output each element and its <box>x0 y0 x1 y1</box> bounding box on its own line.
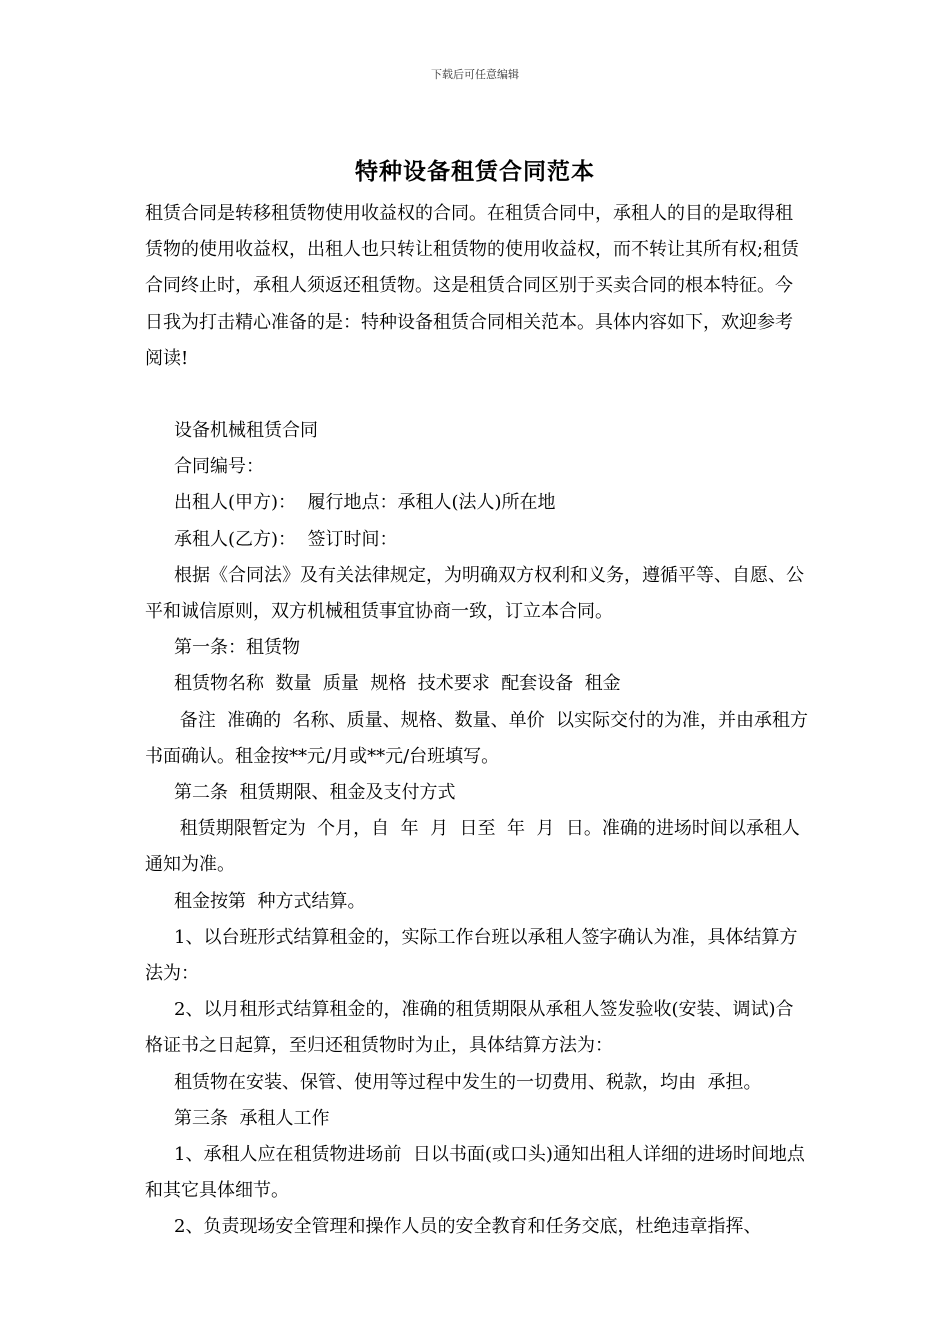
article2-costs: 租赁物在安装、保管、使用等过程中发生的一切费用、税款，均由 承担。 <box>174 1071 762 1093</box>
article2-term: 租赁期限暂定为 个月，自 年 月 日至 年 月 日。准确的进场时间以承租人通知为准。 <box>145 818 800 876</box>
intro-paragraph: 租赁合同是转移租赁物使用收益权的合同。在租赁合同中，承租人的目的是取得租赁物的使用收益权，出租人也只转让租赁物的使用收益权，而不转让其所有权;租赁合同终止时，承租人须返还租赁物。这是租赁合同区别于买卖合同的根本特征。今日我为打击精心准备的是：特种设备租赁合同相关范本。具体内容如下，欢迎参考阅读! <box>145 203 800 369</box>
article2-title: 第二条 租赁期限、租金及支付方式 <box>174 782 456 804</box>
document-body <box>145 196 810 1246</box>
article3-item1: 1、承租人应在租赁物进场前 日以书面(或口头)通知出租人详细的进场时间地点和其它具体细节。 <box>145 1144 805 1202</box>
preamble-paragraph: 根据《合同法》及有关法律规定，为明确双方权利和义务，遵循平等、自愿、公平和诚信原则，双方机械租赁事宜协商一致，订立本合同。 <box>145 564 804 623</box>
article1-title: 第一条：租赁物 <box>174 637 300 659</box>
article1-columns: 租赁物名称 数量 质量 规格 技术要求 配套设备 租金 <box>174 673 621 695</box>
document-title: 特种设备租赁合同范本 <box>355 158 595 185</box>
article2-method: 租金按第 种方式结算。 <box>174 890 366 912</box>
article3-title: 第三条 承租人工作 <box>174 1107 330 1129</box>
lessee-line: 承租人(乙方)： 签订时间： <box>174 528 398 550</box>
article2-item2: 2、以月租形式结算租金的，准确的租赁期限从承租人签发验收(安装、调试)合格证书之日起算，至归还租赁物时为止，具体结算方法为： <box>145 999 794 1057</box>
article1-note: 备注 准确的 名称、质量、规格、数量、单价 以实际交付的为准，并由承租方书面确认。租金按**元/月或**元/台班填写。 <box>145 709 809 767</box>
contract-heading: 设备机械租赁合同 <box>174 420 318 442</box>
article3-item2: 2、负责现场安全管理和操作人员的安全教育和任务交底，杜绝违章指挥、 <box>174 1216 762 1238</box>
lessor-line: 出租人(甲方)： 履行地点：承租人(法人)所在地 <box>174 492 556 514</box>
article2-item1: 1、以台班形式结算租金的，实际工作台班以承租人签字确认为准，具体结算方法为： <box>145 926 798 985</box>
paragraph-spacer <box>145 377 810 413</box>
page-header-note: 下载后可任意编辑 <box>431 68 519 81</box>
contract-number-label: 合同编号： <box>174 456 264 478</box>
